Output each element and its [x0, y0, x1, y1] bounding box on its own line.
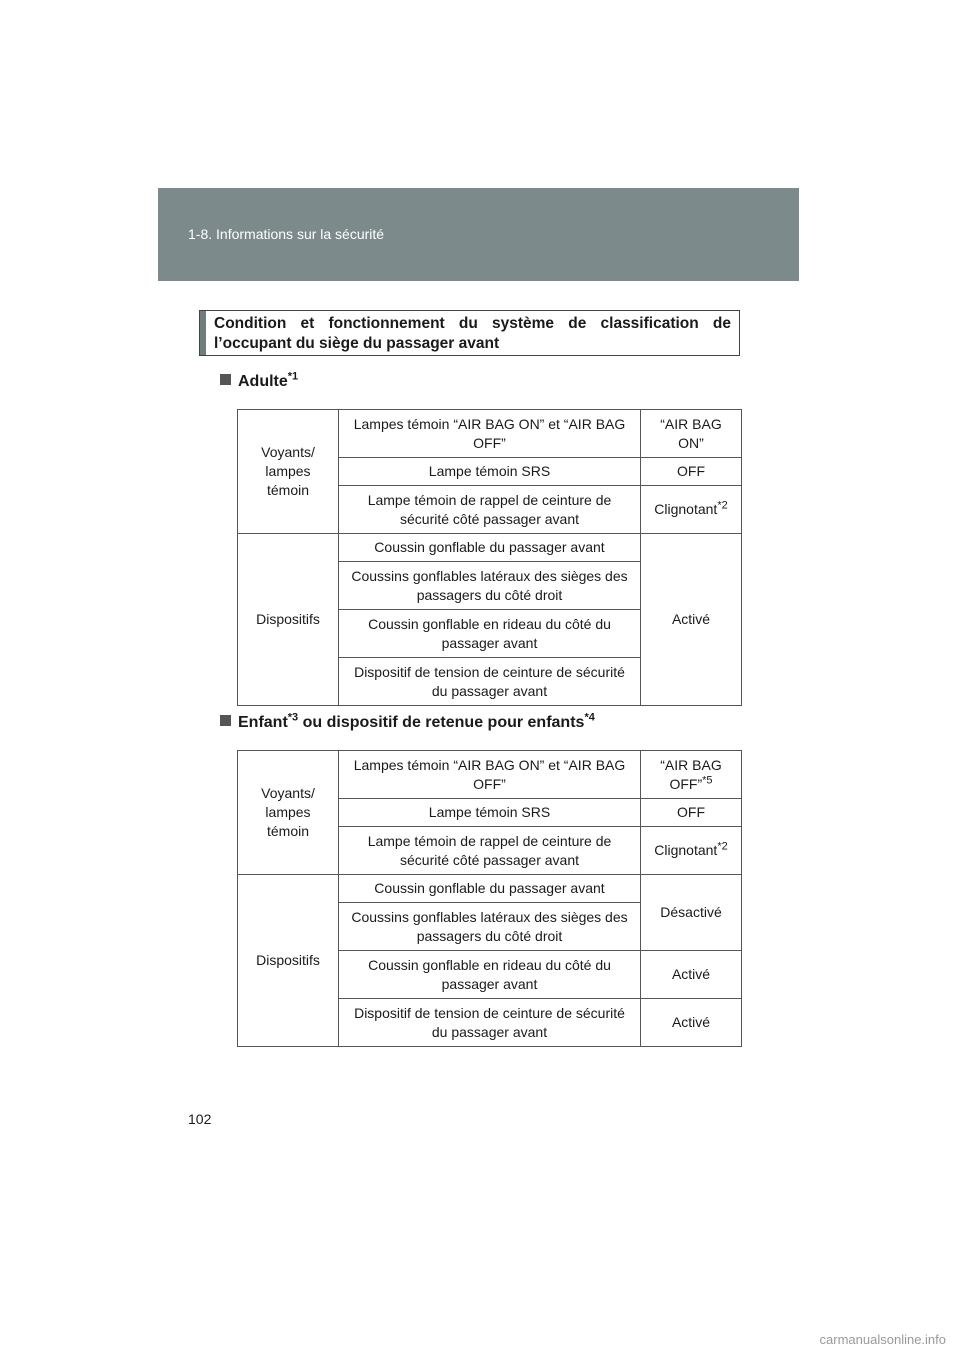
square-bullet-icon — [220, 374, 231, 385]
row-value: Activé — [641, 999, 742, 1047]
title-accent-bar — [200, 311, 206, 355]
row-label: Coussin gonflable en rideau du côté du passager avant — [339, 951, 641, 999]
devices-value: Activé — [641, 534, 742, 706]
watermark: carmanualsonline.info — [819, 1332, 946, 1347]
row-value: Désactivé — [641, 875, 742, 951]
row-value: Clignotant$^{*2}$ — [641, 486, 742, 534]
footnote-ref: *2 — [717, 840, 728, 853]
row-value: “AIR BAG OFF”$^{*5}$ — [641, 751, 742, 799]
row-value: “AIR BAG ON” — [641, 410, 742, 458]
row-label: Coussins gonflables latéraux des sièges des passagers du côté droit — [339, 903, 641, 951]
page-number: 102 — [188, 1111, 212, 1127]
row-label: Coussin gonflable du passager avant — [339, 534, 641, 562]
square-bullet-icon — [220, 715, 231, 726]
row-label: Lampes témoin “AIR BAG ON” et “AIR BAG OFF” — [339, 751, 641, 799]
row-label: Coussin gonflable en rideau du côté du passager avant — [339, 610, 641, 658]
row-value: OFF — [641, 799, 742, 827]
adult-heading-text: Adulte — [238, 373, 288, 390]
adult-heading-note: *1 — [287, 370, 299, 383]
row-label: Lampe témoin SRS — [339, 458, 641, 486]
group-label-indicators: Voyants/ lampes témoin — [238, 410, 339, 534]
row-label: Dispositif de tension de ceinture de sécurité du passager avant — [339, 658, 641, 706]
group-label-indicators: Voyants/ lampes témoin — [238, 751, 339, 875]
group-label-devices: Dispositifs — [238, 875, 339, 1047]
row-label: Coussin gonflable du passager avant — [339, 875, 641, 903]
group-label-devices: Dispositifs — [238, 534, 339, 706]
child-heading-note-b: *4 — [584, 711, 595, 724]
row-label: Dispositif de tension de ceinture de sécurité du passager avant — [339, 999, 641, 1047]
child-table — [237, 750, 742, 1047]
row-label: Lampe témoin SRS — [339, 799, 641, 827]
table-row — [238, 751, 742, 799]
row-label: Lampe témoin de rappel de ceinture de sécurité côté passager avant — [339, 827, 641, 875]
title-box-text: Condition et fonctionnement du système de classification de l’occupant du siège du passager avant — [214, 315, 731, 352]
row-value: Activé — [641, 951, 742, 999]
section-title-box — [199, 310, 740, 356]
adult-heading — [220, 370, 299, 391]
table-row — [238, 534, 742, 562]
row-label: Lampe témoin de rappel de ceinture de sécurité côté passager avant — [339, 486, 641, 534]
row-value: Clignotant$^{*2}$ — [641, 827, 742, 875]
row-label: Coussins gonflables latéraux des sièges des passagers du côté droit — [339, 562, 641, 610]
section-header-band — [158, 188, 799, 281]
adult-table — [237, 409, 742, 706]
section-title: 1-8. Informations sur la sécurité — [188, 226, 385, 242]
footnote-ref: *5 — [702, 773, 713, 786]
row-label: Lampes témoin “AIR BAG ON” et “AIR BAG OFF” — [339, 410, 641, 458]
child-heading-note-a: *3 — [287, 711, 299, 724]
table-row — [238, 875, 742, 903]
child-heading: Enfant$^{*3}$ ou dispositif de retenue pour enfants$^{*4}$ — [220, 714, 595, 732]
table-row — [238, 410, 742, 458]
footnote-ref: *2 — [717, 499, 728, 512]
row-value: OFF — [641, 458, 742, 486]
